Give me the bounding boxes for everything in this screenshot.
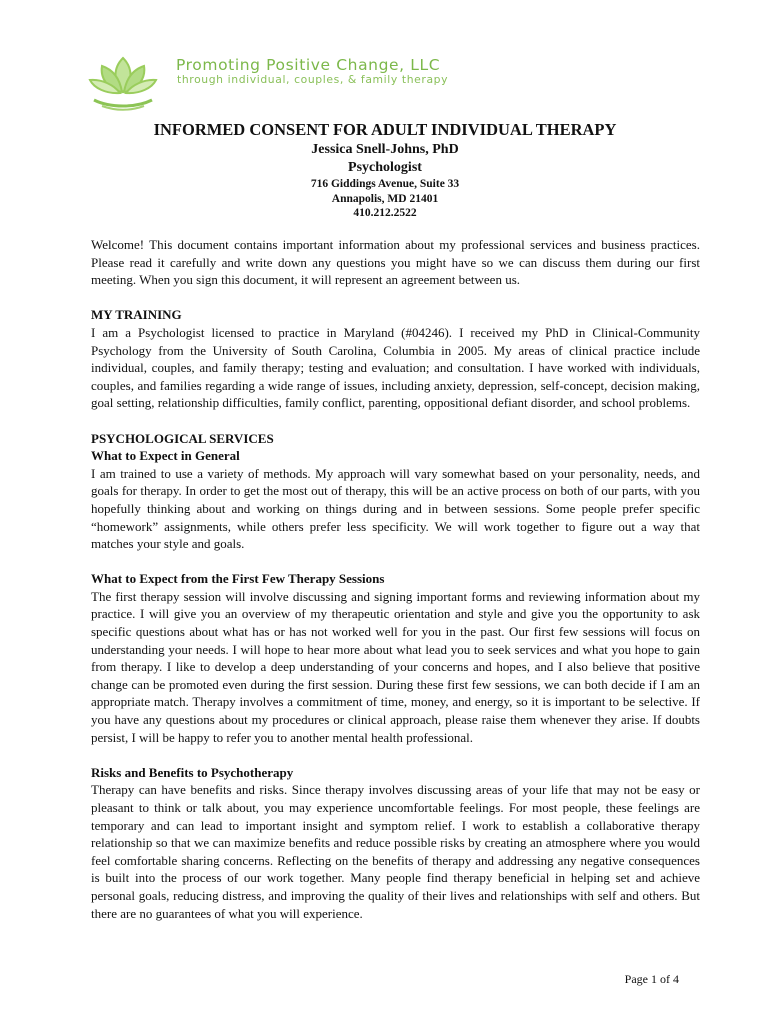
risks-benefits-paragraph: Therapy can have benefits and risks. Since therapy involves discussing areas of your life that may not be easy or pleasant to think or talk about, you may experience uncomfortable feelings. For most people, these feelings are temporary and can lead to important insight and symptom relief. I work to establish a collaborative therapy relationship so that we can maximize benefits and reduce possible risks by creating an atmosphere where you would feel comfortable sharing concerns. Reflecting on the benefits of therapy and addressing any negative consequences is built into the process of our work together. Many people find therapy beneficial in helping set and achieve personal goals, reducing distress, and improving the quality of their lives and relationships with self and others. But there are no guarantees of what you will experience. bbox=[91, 782, 700, 921]
page-number: Page 1 of 4 bbox=[624, 972, 679, 986]
first-sessions-paragraph: The first therapy session will involve discussing and signing important forms and reviewing information about my practice. I will give you an overview of my therapeutic orientation and style and give you the opportunity to ask specific questions about what has or has not worked well for you in the past. Our first few sessions will focus on understanding your needs. I will hope to hear more about what lead you to seek services and what you hope to gain from therapy. I like to develop a deep understanding of your concerns and hopes, and I also believe that positive change can be promoted even during the first session. During these first few sessions, we can both decide if I am an appropriate match. Therapy involves a commitment of time, money, and energy, so it is important to be selective. If you have any questions about my procedures or clinical approach, please raise them whenever they arise. If doubts persist, I will be happy to refer you to another mental health professional. bbox=[91, 588, 700, 745]
author-title: Psychologist bbox=[348, 160, 422, 175]
document-title: INFORMED CONSENT FOR ADULT INDIVIDUAL THERAPY bbox=[153, 120, 617, 139]
author-name: Jessica Snell-Johns, PhD bbox=[311, 142, 459, 157]
services-heading: PSYCHOLOGICAL SERVICES bbox=[91, 430, 274, 446]
training-heading: MY TRAINING bbox=[91, 307, 182, 323]
general-expectations-paragraph: I am trained to use a variety of methods. My approach will vary somewhat based on your personality, needs, and goals for therapy. In order to get the most out of therapy, this will be an active process on both of our parts, with you hopefully thinking about and working on things during and in between sessions. Some people prefer specific “homework” assignments, while others prefer less specificity. We will work together to figure out a way that matches your style and goals. bbox=[91, 465, 700, 552]
first-sessions-heading: What to Expect from the First Few Therapy Sessions bbox=[91, 571, 385, 587]
lotus-logo-icon bbox=[86, 52, 160, 112]
risks-benefits-section bbox=[91, 764, 700, 922]
services-section bbox=[91, 430, 700, 553]
address-line-2: Annapolis, MD 21401 bbox=[331, 193, 439, 205]
training-section bbox=[91, 306, 700, 412]
training-paragraph: I am a Psychologist licensed to practice in Maryland (#04246). I received my PhD in Clinical-Community Psychology from the University of South Carolina, Columbia in 2005. My areas of clinical practice include individual, couples, and family therapy; testing and evaluation; and consultation. I have worked with individuals, couples, and families regarding a wide range of issues, including anxiety, depression, self-concept, decision making, goal setting, relationship difficulties, family conflict, parenting, oppositional defiant disorder, and school problems. bbox=[91, 324, 700, 411]
first-sessions-section bbox=[91, 570, 700, 746]
address-line-1: 716 Giddings Avenue, Suite 33 bbox=[310, 178, 460, 190]
brand-tagline: through individual, couples, & family therapy bbox=[177, 73, 449, 86]
general-expectations-heading: What to Expect in General bbox=[91, 448, 240, 464]
intro-paragraph: Welcome! This document contains important information about my professional services and business practices. Please read it carefully and write down any questions you might have so we can discuss them during our first meeting. When you sign this document, it will represent an agreement between us. bbox=[91, 237, 700, 288]
risks-benefits-heading: Risks and Benefits to Psychotherapy bbox=[91, 764, 294, 780]
brand-name: Promoting Positive Change, LLC bbox=[176, 56, 441, 74]
phone-number: 410.212.2522 bbox=[353, 207, 417, 219]
document-body bbox=[91, 236, 700, 922]
